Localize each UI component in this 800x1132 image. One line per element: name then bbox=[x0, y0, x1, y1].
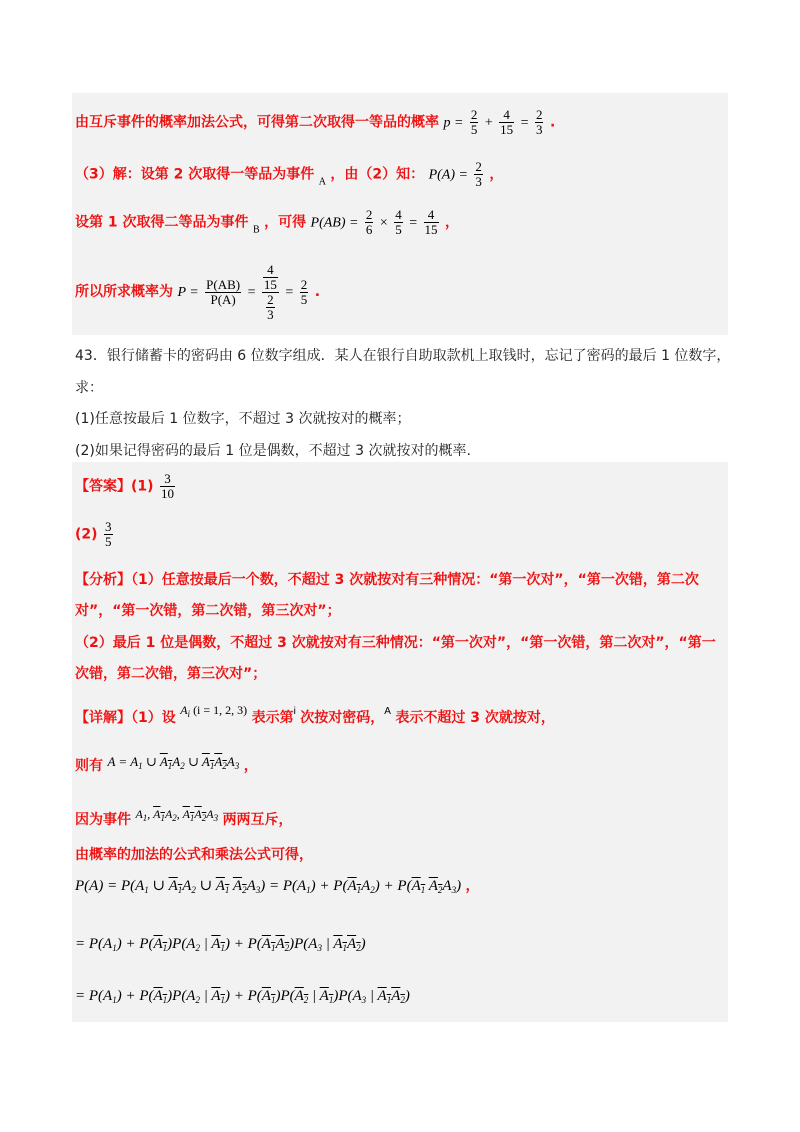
detail-line-2: 则有 $A = A_1$ ∪ $A_1A_2$ ∪ $A_1A_2A_3$ ， bbox=[75, 754, 258, 774]
sol3-line1: （3）解：设第 2 次取得一等品为事件 $_A$ ，由（2）知： P(A) = $\frac{2}{3}$ ， bbox=[75, 159, 504, 189]
analysis-line-2: 对”，“第一次错，第二次错，第三次对”； bbox=[75, 603, 341, 619]
sol2-conclusion: 由互斥事件的概率加法公式，可得第二次取得一等品的概率 p = $\frac{2}{5}$ + $\frac{4}{15}$ = $\frac{2}{3}$ . bbox=[75, 107, 556, 137]
detail-line-3: 因为事件 $A_1$, $A_1A_2$, $A_1A_2A_3$ 两两互斥， bbox=[75, 807, 293, 828]
sol3-line2: 设第 1 次取得二等品为事件 $_B$ ，可得 P(AB) = $\frac{2}{6}$ × $\frac{4}{5}$ = $\frac{4}{15}$ ， bbox=[75, 207, 459, 237]
sol3-line3: 所以所求概率为 P = $\frac{P(AB)}{P(A)}$ = $\frac{\frac{4}{15}}{\frac{2}{3}}$ = $\frac{2}{5}$ . bbox=[75, 261, 321, 322]
question-line-1: 43．银行储蓄卡的密码由 6 位数字组成．某人在银行自助取款机上取钱时，忘记了密码的最后 1 位数字， bbox=[75, 348, 731, 364]
analysis-line-4: 次错，第二次错，第三次对”； bbox=[75, 666, 267, 682]
detail-line-7: = $P(A_1) + P(A_1)P(A_2$ | $A_1) + P(A_1)P(A_2$ | $A_1)P(A_3$ | $A_1A_2$) bbox=[75, 988, 410, 1005]
analysis-line-1: 【分析】（1）任意按最后一个数，不超过 3 次就按对有三种情况：“第一次对”，“第一次错，第二次 bbox=[75, 572, 699, 588]
detail-line-4: 由概率的加法的公式和乘法公式可得， bbox=[75, 847, 313, 863]
detail-line-6: = $P(A_1) + P(A_1)P(A_2$ | $A_1) + P(A_1A_2)P(A_3$ | $A_1A_2$) bbox=[75, 936, 366, 953]
question-line-3: (1)任意按最后 1 位数字，不超过 3 次就按对的概率； bbox=[75, 411, 411, 427]
analysis-line-3: （2）最后 1 位是偶数，不超过 3 次就按对有三种情况：“第一次对”，“第一次错，第二次对”，“第一 bbox=[75, 635, 716, 651]
answer-part1: 【答案】(1) $\frac{3}{10}$ bbox=[75, 471, 174, 501]
detail-line-5: $P(A) = P(A_1$ ∪ $A_1A_2$ ∪ $A_1$ $A_2A_3) = P(A_1) + P(A_1A_2) + P(A_1$ $A_2A_3$) ， bbox=[75, 878, 480, 895]
answer-part2: (2) $\frac{3}{5}$ bbox=[75, 519, 112, 549]
question-line-4: (2)如果记得密码的最后 1 位是偶数，不超过 3 次就按对的概率. bbox=[75, 443, 471, 459]
detail-line-1: 【详解】（1）设 $A_i$ (i = 1, 2, 3) 表示第$^i$ 次按对密码，$^A$ 表示不超过 3 次就按对， bbox=[75, 703, 555, 726]
question-line-2: 求： bbox=[75, 380, 103, 396]
